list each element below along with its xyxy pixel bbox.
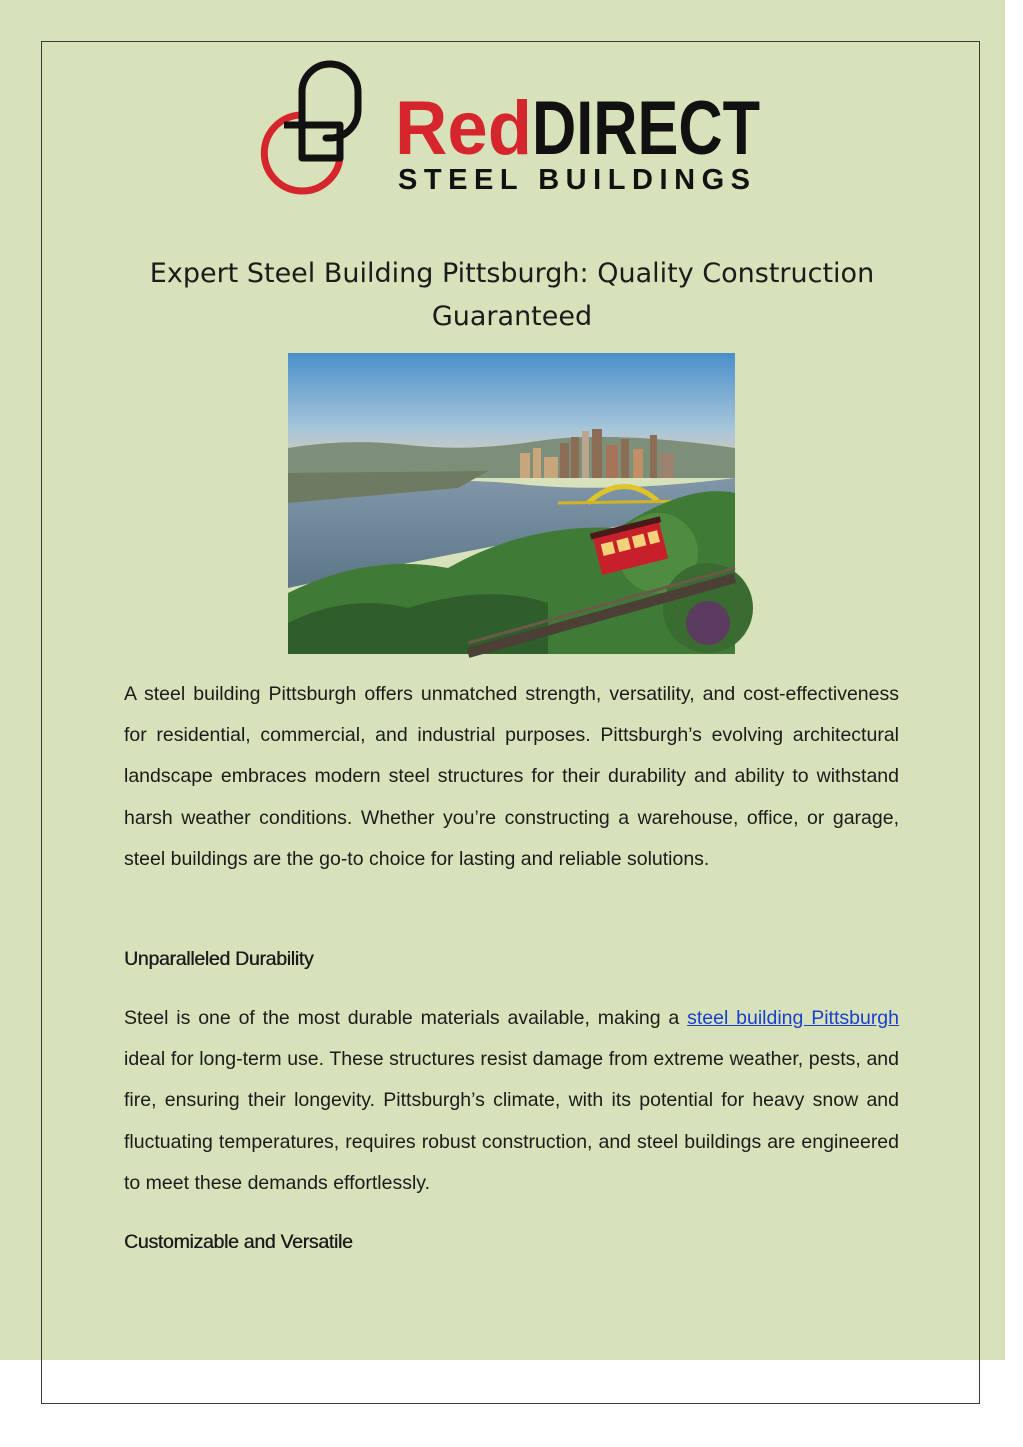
logo-tagline: STEEL BUILDINGS — [398, 164, 750, 196]
section-heading-durability: Unparalleled Durability — [124, 948, 314, 970]
section-heading-customizable: Customizable and Versatile — [124, 1231, 353, 1253]
pittsburgh-skyline-photo — [288, 353, 735, 654]
reddirect-logo[interactable] — [262, 70, 762, 195]
durability-text-before: Steel is one of the most durable materials available, making a — [124, 1007, 688, 1029]
logo-word-direct: DIRECT — [532, 86, 760, 171]
intro-paragraph: A steel building Pittsburgh offers unmatched strength, versatility, and cost-effectiveness for residential, commercial, and industrial purposes. Pittsburgh’s evolving architectural landscape embraces modern steel structures for their durability and ability to withstand harsh weather conditions. Whether you’re constructing a warehouse, office, or garage, steel buildings are the go-to choice for lasting and reliable solutions. — [124, 683, 899, 870]
durability-paragraph — [124, 998, 899, 1204]
steel-building-pittsburgh-link[interactable]: steel building Pittsburgh — [687, 1007, 900, 1029]
logo-word-red: Red — [395, 86, 532, 171]
durability-text-after: ideal for long-term use. These structures resist damage from extreme weather, pests, and fire, ensuring their longevity. Pittsburgh’s climate, with its potential for heavy snow and fluctuating temperatures, requires robust construction, and steel buildings are engineered to meet these demands effortlessly. — [124, 1048, 899, 1194]
logo-mark-icon — [262, 70, 762, 195]
page-title: Expert Steel Building Pittsburgh: Quality Construction Guaranteed — [149, 258, 875, 332]
